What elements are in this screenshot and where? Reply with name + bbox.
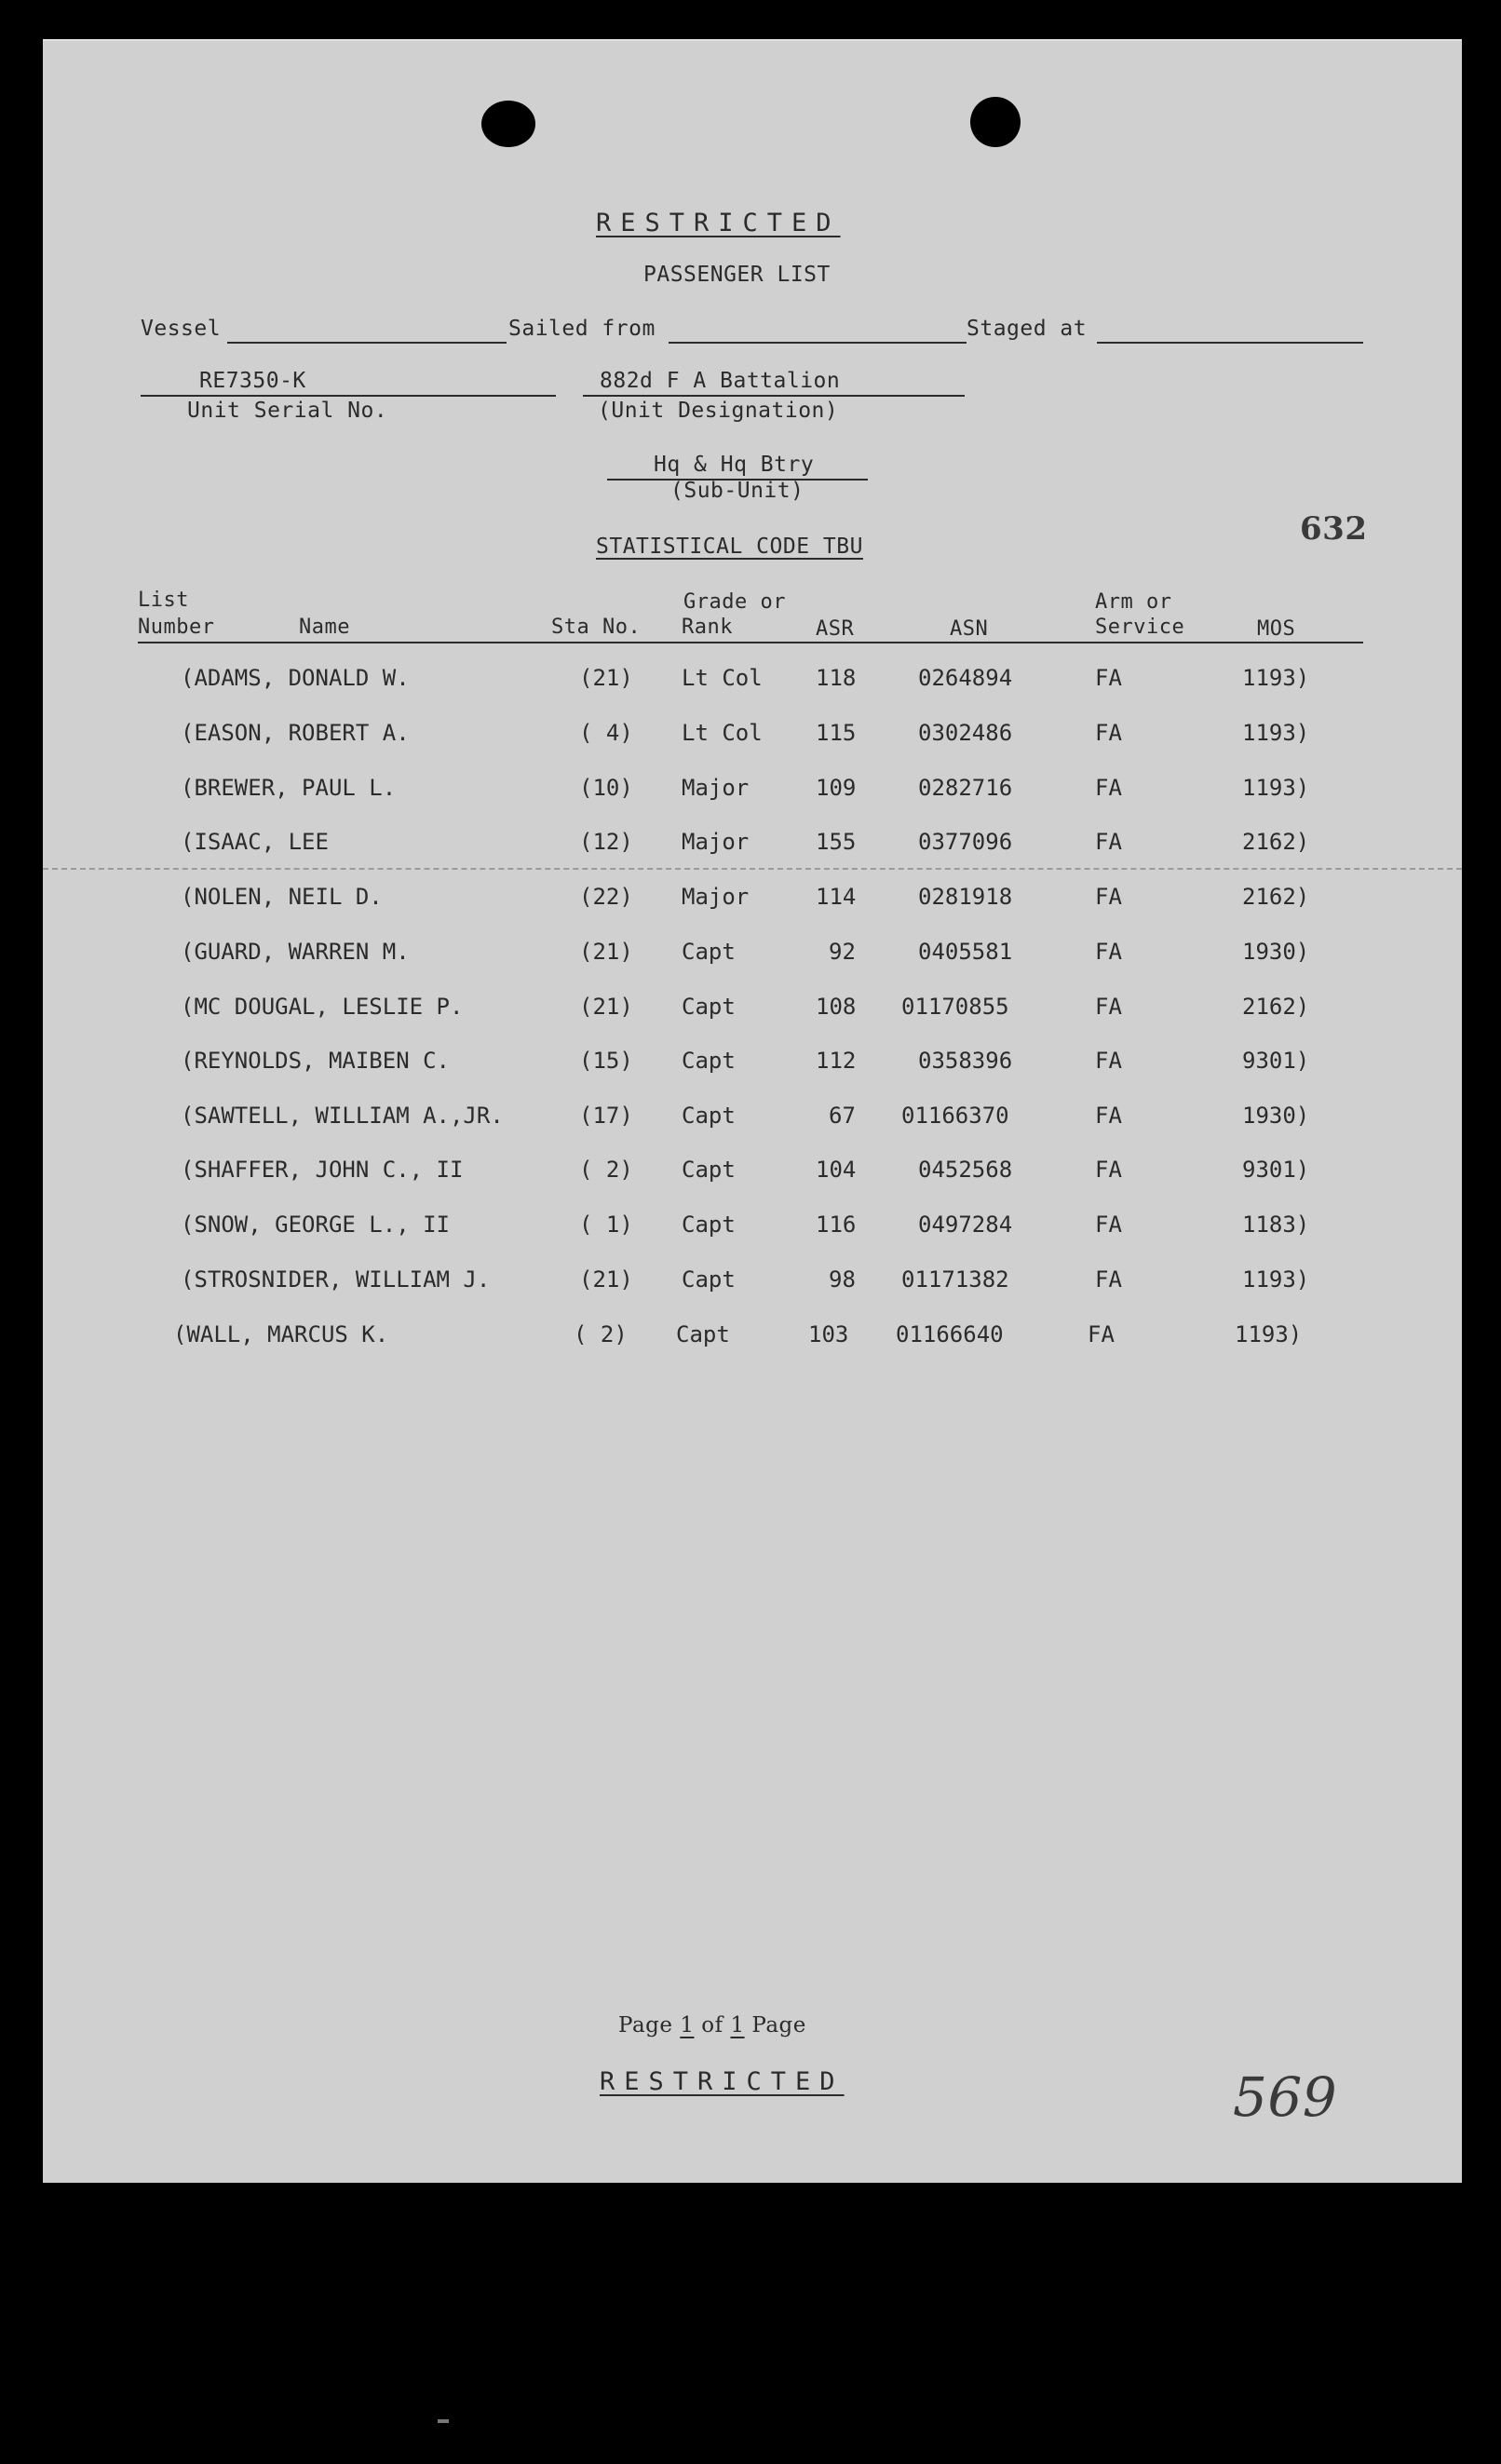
handwritten-number: 569 — [1233, 2065, 1338, 2129]
row-arm: FA — [1095, 775, 1122, 801]
row-mos: 1193) — [1242, 1266, 1310, 1293]
row-sta: (12) — [579, 829, 633, 855]
row-name: (BREWER, PAUL L. — [181, 775, 397, 801]
row-arm: FA — [1095, 939, 1122, 965]
row-mos: 1930) — [1242, 939, 1310, 965]
row-arm: FA — [1095, 1212, 1122, 1238]
row-name: (ADAMS, DONALD W. — [181, 665, 410, 691]
document-subtitle: PASSENGER LIST — [643, 263, 831, 287]
unit-serial-rule — [141, 395, 556, 397]
row-sta: (21) — [579, 665, 633, 691]
staged-at-label: Staged at — [967, 317, 1088, 341]
sub-unit-label: (Sub-Unit) — [670, 479, 805, 503]
page-word-2: Page — [751, 2013, 806, 2038]
page-of: of — [701, 2013, 723, 2038]
row-sta: (17) — [579, 1103, 633, 1129]
row-name: (NOLEN, NEIL D. — [181, 884, 383, 910]
unit-designation-rule — [583, 395, 965, 397]
col-list-number: List — [138, 589, 189, 612]
row-asr: 112 — [816, 1048, 857, 1074]
row-asr: 109 — [816, 775, 857, 801]
row-sta: (21) — [579, 1266, 633, 1293]
col-arm-2: Service — [1095, 616, 1185, 639]
row-arm: FA — [1095, 665, 1122, 691]
row-sta: (22) — [579, 884, 633, 910]
row-grade: Capt — [682, 1157, 736, 1183]
col-arm: Arm or — [1095, 590, 1172, 614]
row-mos: 1930) — [1242, 1103, 1310, 1129]
row-grade: Lt Col — [682, 665, 763, 691]
row-name: (REYNOLDS, MAIBEN C. — [181, 1048, 450, 1074]
row-name: (GUARD, WARREN M. — [181, 939, 410, 965]
unit-designation-value: 882d F A Battalion — [600, 369, 841, 393]
row-name: (EASON, ROBERT A. — [181, 720, 410, 746]
row-grade: Capt — [682, 1266, 736, 1293]
row-asn: 0377096 — [918, 829, 1013, 855]
row-mos: 9301) — [1242, 1157, 1310, 1183]
col-sta-no: Sta No. — [551, 616, 642, 639]
row-sta: (21) — [579, 994, 633, 1020]
unit-serial-label: Unit Serial No. — [187, 399, 388, 423]
row-grade: Major — [682, 775, 750, 801]
row-mos: 1193) — [1242, 720, 1310, 746]
row-arm: FA — [1095, 1157, 1122, 1183]
unit-serial-value: RE7350-K — [199, 369, 306, 393]
col-asn: ASN — [950, 617, 989, 641]
row-asr: 114 — [816, 884, 857, 910]
row-sta: ( 2) — [574, 1321, 628, 1347]
row-asn: 0358396 — [918, 1048, 1013, 1074]
row-arm: FA — [1095, 994, 1122, 1020]
row-asr: 104 — [816, 1157, 857, 1183]
row-mos: 1193) — [1242, 775, 1310, 801]
footer-restricted: RESTRICTED — [600, 2067, 845, 2096]
row-asr: 92 — [829, 939, 856, 965]
document-title: RESTRICTED — [596, 209, 841, 237]
staged-at-field — [1097, 342, 1363, 344]
scan-artifact-line — [43, 868, 1462, 873]
sailed-from-field — [669, 342, 967, 344]
vessel-field — [227, 342, 507, 344]
row-grade: Capt — [676, 1321, 730, 1347]
row-asn: 0405581 — [918, 939, 1013, 965]
unit-designation-label: (Unit Designation) — [598, 399, 839, 423]
row-sta: (21) — [579, 939, 633, 965]
row-asn: 01170855 — [901, 994, 1009, 1020]
row-mos: 1193) — [1242, 665, 1310, 691]
col-grade: Grade or — [683, 590, 786, 614]
row-name: (STROSNIDER, WILLIAM J. — [181, 1266, 491, 1293]
col-asr: ASR — [816, 617, 855, 641]
page-total: 1 — [730, 2013, 745, 2038]
statistical-code: STATISTICAL CODE TBU — [596, 535, 863, 559]
row-asn: 0281918 — [918, 884, 1013, 910]
row-grade: Major — [682, 884, 750, 910]
row-sta: (10) — [579, 775, 633, 801]
row-grade: Lt Col — [682, 720, 763, 746]
row-arm: FA — [1095, 1266, 1122, 1293]
row-asn: 01166640 — [896, 1321, 1004, 1347]
row-asr: 67 — [829, 1103, 856, 1129]
row-arm: FA — [1095, 884, 1122, 910]
page-indicator — [618, 2013, 806, 2038]
header-rule — [138, 642, 1363, 643]
row-sta: ( 1) — [579, 1212, 633, 1238]
row-asr: 116 — [816, 1212, 857, 1238]
row-asn: 0497284 — [918, 1212, 1013, 1238]
stamp-number: 632 — [1300, 510, 1368, 548]
col-list-number-2: Number — [138, 616, 215, 639]
row-asr: 118 — [816, 665, 857, 691]
row-arm: FA — [1095, 829, 1122, 855]
row-asn: 01166370 — [901, 1103, 1009, 1129]
row-arm: FA — [1095, 1103, 1122, 1129]
row-asn: 0302486 — [918, 720, 1013, 746]
row-asr: 103 — [808, 1321, 849, 1347]
row-asr: 108 — [816, 994, 857, 1020]
page-word: Page — [618, 2013, 673, 2038]
row-arm: FA — [1088, 1321, 1115, 1347]
row-grade: Capt — [682, 939, 736, 965]
col-mos: MOS — [1257, 617, 1296, 641]
row-grade: Capt — [682, 1212, 736, 1238]
row-grade: Capt — [682, 1103, 736, 1129]
scan-artifact — [438, 2419, 449, 2423]
vessel-label: Vessel — [141, 317, 222, 341]
row-name: (MC DOUGAL, LESLIE P. — [181, 994, 464, 1020]
row-asn: 0282716 — [918, 775, 1013, 801]
row-name: (ISAAC, LEE — [181, 829, 329, 855]
row-asr: 98 — [829, 1266, 856, 1293]
punch-hole — [481, 101, 535, 147]
sub-unit-value: Hq & Hq Btry — [654, 453, 815, 477]
row-arm: FA — [1095, 720, 1122, 746]
row-grade: Major — [682, 829, 750, 855]
row-asn: 01171382 — [901, 1266, 1009, 1293]
row-name: (SNOW, GEORGE L., II — [181, 1212, 450, 1238]
row-mos: 2162) — [1242, 994, 1310, 1020]
row-mos: 1183) — [1242, 1212, 1310, 1238]
row-sta: ( 2) — [579, 1157, 633, 1183]
col-name: Name — [299, 616, 350, 639]
row-asn: 0264894 — [918, 665, 1013, 691]
sailed-from-label: Sailed from — [508, 317, 656, 341]
row-mos: 1193) — [1235, 1321, 1303, 1347]
row-name: (SAWTELL, WILLIAM A.,JR. — [181, 1103, 504, 1129]
row-mos: 9301) — [1242, 1048, 1310, 1074]
row-name: (WALL, MARCUS K. — [173, 1321, 389, 1347]
row-arm: FA — [1095, 1048, 1122, 1074]
row-asr: 155 — [816, 829, 857, 855]
row-asr: 115 — [816, 720, 857, 746]
col-grade-2: Rank — [682, 616, 733, 639]
row-grade: Capt — [682, 994, 736, 1020]
row-sta: (15) — [579, 1048, 633, 1074]
row-mos: 2162) — [1242, 884, 1310, 910]
row-name: (SHAFFER, JOHN C., II — [181, 1157, 464, 1183]
row-asn: 0452568 — [918, 1157, 1013, 1183]
row-mos: 2162) — [1242, 829, 1310, 855]
document-page — [43, 39, 1462, 2183]
page-current: 1 — [680, 2013, 695, 2038]
row-sta: ( 4) — [579, 720, 633, 746]
punch-hole — [970, 97, 1021, 147]
row-grade: Capt — [682, 1048, 736, 1074]
